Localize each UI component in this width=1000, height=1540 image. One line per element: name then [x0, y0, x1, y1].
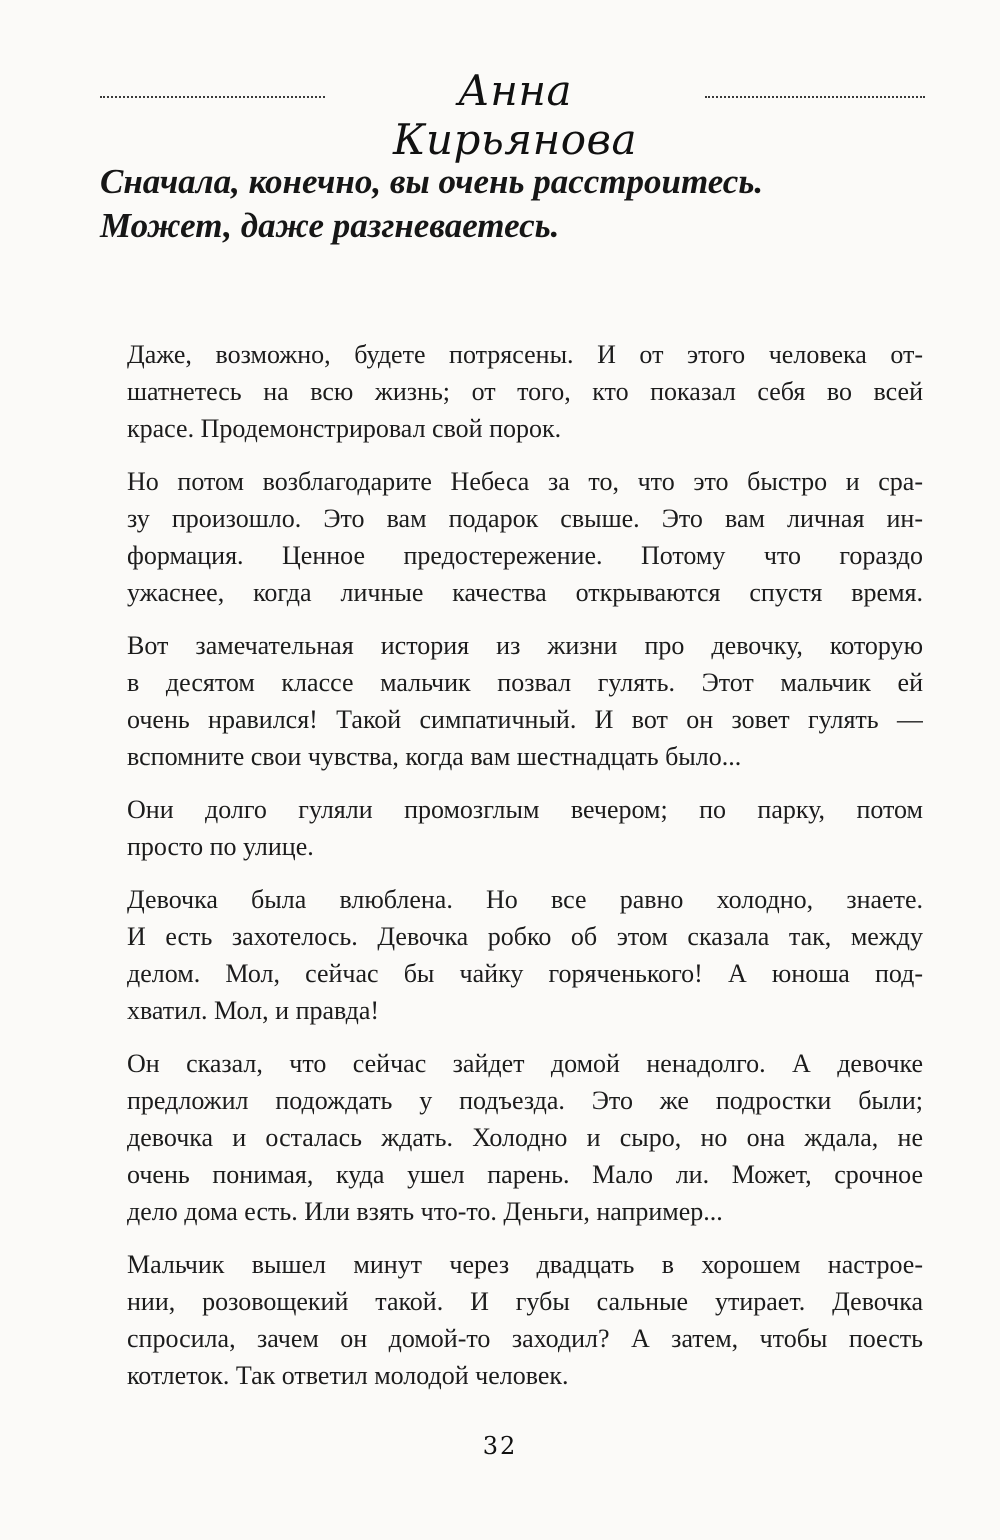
paragraph: [127, 1045, 923, 1230]
text-line: зу произошло. Это вам подарок свыше. Это вам личная ин-: [127, 504, 923, 533]
page-number: 32: [482, 1432, 518, 1460]
text-line: дело дома есть. Или взять что-то. Деньги, например...: [127, 1197, 723, 1226]
text-line: Он сказал, что сейчас зайдет домой ненадолго. А девочке: [127, 1049, 923, 1078]
text-line: очень понимая, куда ушел парень. Мало ли. Может, срочное: [127, 1160, 923, 1189]
text-line: Мальчик вышел минут через двадцать в хорошем настрое-: [127, 1250, 923, 1279]
text-line: просто по улице.: [127, 832, 314, 861]
text-line: Девочка была влюблена. Но все равно холодно, знаете.: [127, 885, 923, 914]
text-line: Даже, возможно, будете потрясены. И от этого человека от-: [127, 340, 923, 369]
paragraph: [127, 463, 923, 611]
paragraph: [127, 627, 923, 775]
author-name: Анна Кирьянова: [392, 66, 638, 164]
text-line: в десятом классе мальчик позвал гулять. Этот мальчик ей: [127, 668, 923, 697]
paragraph: [127, 336, 923, 447]
text-line: спросила, зачем он домой-то заходил? А затем, чтобы поесть: [127, 1324, 923, 1353]
text-line: красе. Продемонстрировал свой порок.: [127, 414, 562, 443]
paragraph: [127, 881, 923, 1029]
text-line: котлеток. Так ответил молодой человек.: [127, 1361, 569, 1390]
text-line: вспомните свои чувства, когда вам шестнадцать было...: [127, 742, 742, 771]
running-header: [0, 62, 1000, 164]
text-line: предложил подождать у подъезда. Это же подростки были;: [127, 1086, 923, 1115]
text-line: ужаснее, когда личные качества открываются спустя время.: [127, 578, 923, 607]
paragraph: [127, 791, 923, 865]
text-line: Они долго гуляли промозглым вечером; по парку, потом: [127, 795, 923, 824]
epigraph: [100, 160, 920, 248]
text-line: очень нравился! Такой симпатичный. И вот он зовет гулять —: [127, 705, 923, 734]
paragraph: [127, 1246, 923, 1394]
text-line: девочка и осталась ждать. Холодно и сыро, но она ждала, не: [127, 1123, 923, 1152]
text-line: Но потом возблагодарите Небеса за то, что это быстро и сра-: [127, 467, 923, 496]
epigraph-line: Сначала, конечно, вы очень расстроитесь.: [100, 162, 764, 201]
header-dotted-rule-left: [100, 96, 325, 98]
text-line: И есть захотелось. Девочка робко об этом сказала так, между: [127, 922, 923, 951]
epigraph-line: Может, даже разгневаетесь.: [100, 206, 560, 245]
body-text: [127, 336, 923, 1394]
text-line: Вот замечательная история из жизни про девочку, которую: [127, 631, 923, 660]
text-line: формация. Ценное предостережение. Потому что гораздо: [127, 541, 923, 570]
text-line: хватил. Мол, и правда!: [127, 996, 380, 1025]
header-dotted-rule-right: [705, 96, 925, 98]
text-line: нии, розовощекий такой. И губы сальные утирает. Девочка: [127, 1287, 923, 1316]
text-line: шатнетесь на всю жизнь; от того, кто показал себя во всей: [127, 377, 923, 406]
text-line: делом. Мол, сейчас бы чайку горяченького! А юноша под-: [127, 959, 923, 988]
